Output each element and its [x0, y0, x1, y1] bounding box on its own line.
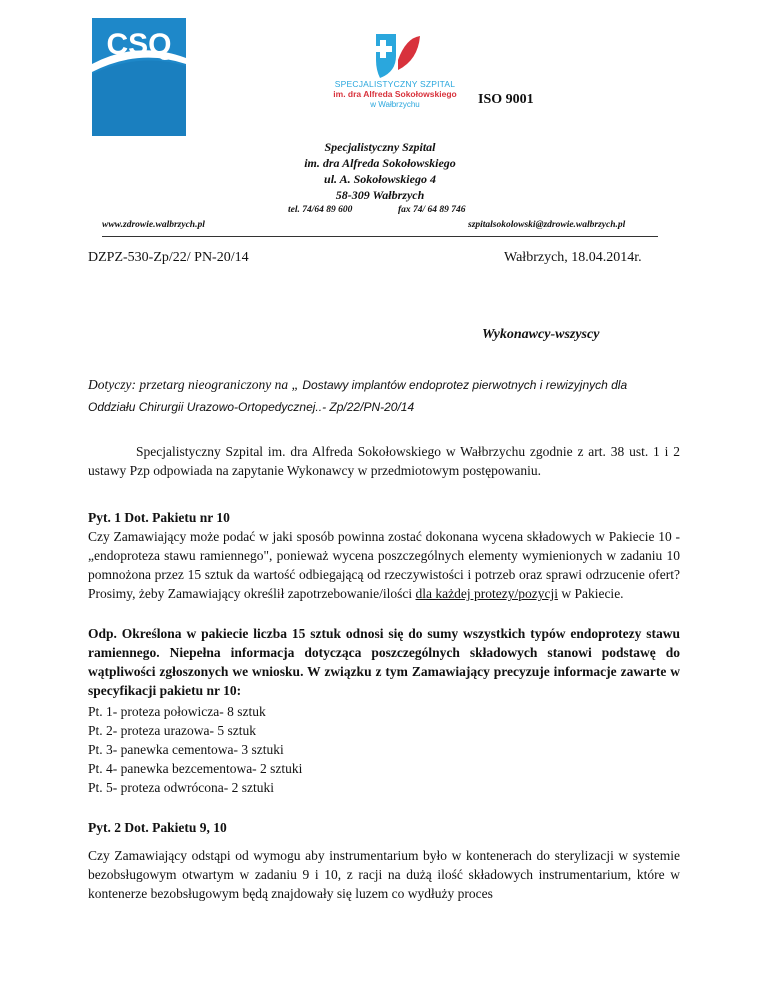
hospital-logo: [372, 30, 422, 80]
recipients: Wykonawcy-wszyscy: [482, 327, 600, 342]
intro-paragraph: Specjalistyczny Szpital im. dra Alfreda Sokołowskiego w Wałbrzychu zgodnie z art. 38 ust. 1 i 2 ustawy Pzp odpowiada na zapytanie Wykonawcy w przedmiotowym postępowaniu.: [88, 444, 680, 478]
list-item: Pt. 3- panewka cementowa- 3 sztuki: [88, 742, 284, 757]
phone: tel. 74/64 89 600: [288, 205, 353, 215]
subject-line2: Oddziału Chirurgii Urazowo-Ortopedycznej..- Zp/22/PN-20/14: [88, 400, 415, 414]
address-line3: ul. A. Sokołowskiego 4: [324, 172, 436, 186]
list-item: Pt. 4- panewka bezcementowa- 2 sztuki: [88, 761, 303, 776]
csq-logo-text: CSQ: [106, 28, 172, 61]
address-line2: im. dra Alfreda Sokołowskiego: [304, 156, 456, 170]
subject: [88, 374, 680, 418]
csq-logo: [92, 18, 186, 136]
question-2-heading: Pyt. 2 Dot. Pakietu 9, 10: [88, 820, 227, 835]
list-item: Pt. 2- proteza urazowa- 5 sztuk: [88, 723, 256, 738]
answer-1-list: [88, 702, 680, 797]
list-item: Pt. 1- proteza połowicza- 8 sztuk: [88, 704, 266, 719]
document-date: Wałbrzych, 18.04.2014r.: [504, 250, 642, 265]
question-1-body: [88, 527, 680, 603]
email-link[interactable]: szpitalsokolowski@zdrowie.walbrzych.pl: [468, 220, 626, 230]
fax: fax 74/ 64 89 746: [398, 205, 466, 215]
question-2-body: Czy Zamawiający odstąpi od wymogu aby instrumentarium było w kontenerach do sterylizacji w systemie bezobsługowym otwartym w zadaniu 9 i 10, z racji na dużą ilość składowych instrumentarium, które w kontenerze bezobsługowym będą znajdowały się luzem co wydłuży proces: [88, 848, 680, 901]
question-1-heading: Pyt. 1 Dot. Pakietu nr 10: [88, 510, 230, 525]
list-item: Pt. 5- proteza odwrócona- 2 sztuki: [88, 780, 274, 795]
question-1-text: Czy Zamawiający może podać w jaki sposób powinna zostać dokonana wycena składowych w Pakiecie 10 - „endoproteza stawu ramiennego", ponieważ wycena poszczególnych elementy wymienionych w zadaniu 10 pomnożona przez 15 sztuk da wartość odbiegającą od rzeczywistości i potrzeb oraz sprawi odrzucenie ofert? Prosimy, żeby Zamawiający określił zapotrzebowanie/ilości: [88, 529, 680, 601]
website-link[interactable]: www.zdrowie.walbrzych.pl: [102, 220, 205, 230]
subject-prefix: Dotyczy: przetarg nieograniczony na „: [88, 377, 299, 392]
hospital-logo-line1: SPECJALISTYCZNY SZPITAL: [334, 79, 456, 89]
hospital-logo-line3: w Wałbrzychu: [370, 99, 420, 109]
reference-number: DZPZ-530-Zp/22/ PN-20/14: [88, 250, 249, 265]
header-divider: [102, 236, 658, 237]
answer-1: Odp. Określona w pakiecie liczba 15 sztuk odnosi się do sumy wszystkich typów endoprotezy stawu ramiennego. Niepełna informacja dotycząca poszczególnych składowych stanowi podstawę do wątpliwości zgłoszonych we wniosku. W związku z tym Zamawiający precyzuje informacje zawarte w specyfikacji pakietu nr 10:: [88, 626, 680, 698]
subject-line1: Dostawy implantów endoprotez pierwotnych i rewizyjnych dla: [298, 378, 628, 392]
hospital-logo-line2: im. dra Alfreda Sokołowskiego: [333, 88, 457, 99]
address-line1: Specjalistyczny Szpital: [324, 140, 436, 154]
address-line4: 58-309 Wałbrzych: [335, 188, 425, 202]
iso-label: ISO 9001: [478, 92, 534, 107]
question-1-underlined: dla każdej protezy/pozycji: [415, 586, 558, 601]
question-1-tail: w Pakiecie.: [557, 586, 624, 601]
hospital-logo-text: [320, 80, 470, 109]
